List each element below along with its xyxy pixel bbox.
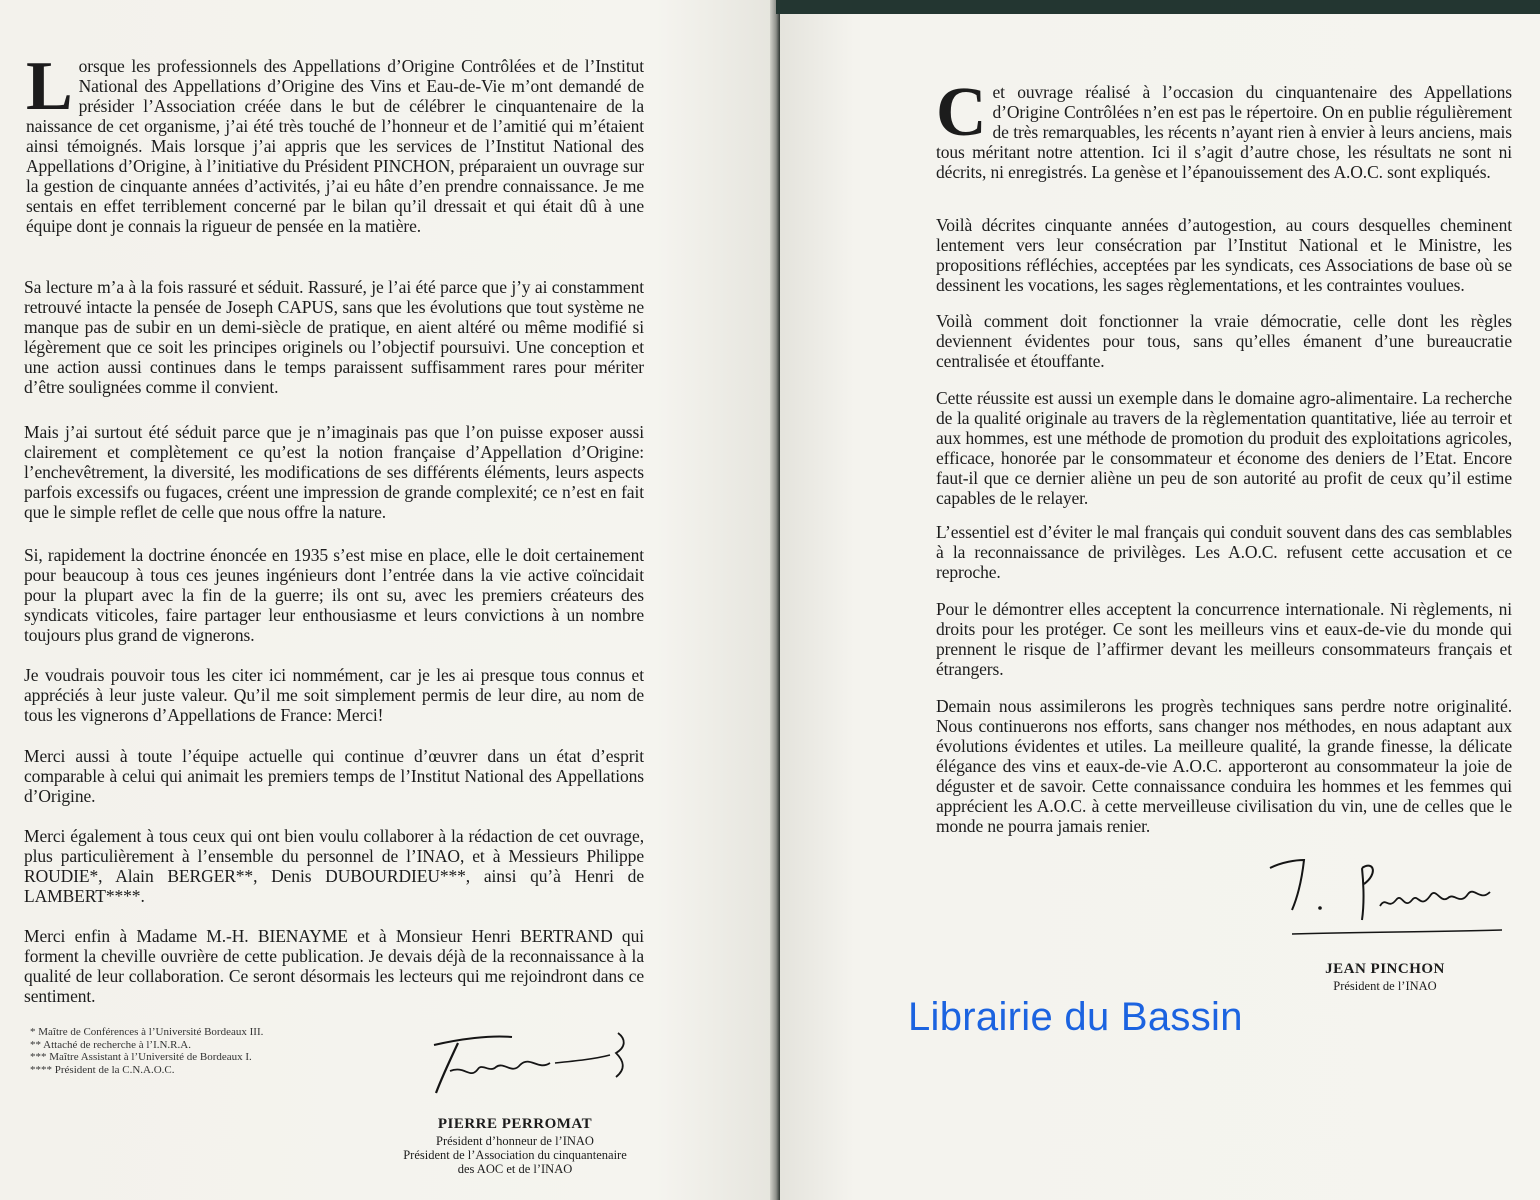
left-dropcap: L — [26, 48, 73, 125]
book-gutter — [770, 0, 780, 1200]
left-paragraph-7: Merci également à tous ceux qui ont bien voulu collaborer à la rédaction de cet ouvrage, plus particulièrement à l’ensemble du personnel de l’INAO, et à Messieurs Philippe ROUDIE*, Alain BERGER**, Denis DUBOURDIEU***, ainsi qu’à Henri de LAMBERT****. — [24, 826, 644, 906]
footnote: * Maître de Conférences à l’Université Bordeaux III. — [30, 1026, 264, 1038]
book-cover-edge — [776, 0, 1540, 14]
bookshop-watermark: Librairie du Bassin — [908, 995, 1243, 1039]
right-dropcap: C — [936, 74, 987, 151]
pinchon-signature — [1262, 848, 1512, 943]
footnote: **** Président de la C.N.A.O.C. — [30, 1063, 175, 1076]
left-paragraph-1: Lorsque les professionnels des Appellations d’Origine Contrôlées et de l’Institut National des Appellations d’Origine des Vins et Eau-de-Vie m’ont demandé de présider l’Association créée dans le but de célébrer le cinquantenaire de la naissance de cet organisme, j’ai été très touché de l’honneur et de l’amitié qui m’étaient ainsi témoignés. Mais lorsque j’ai appris que les services de l’Institut National des Appellations d’Origine, à l’initiative du Président PINCHON, préparaient un ouvrage sur la gestion de cinquante années d’activités, j’ai eu hâte d’en prendre connaissance. Je me sentais en effet terriblement concerné par le bilan qu’il dressait et qui était dû à une équipe dont je connais la rigueur de pensée en la matière. — [26, 48, 644, 236]
right-paragraph-4: Cette réussite est aussi un exemple dans le domaine agro-alimentaire. La recherche de la qualité originale au travers de la règlementation quantitative, liée au terroir et aux hommes, est une méthode de promotion du produit des exploitations agricoles, efficace, honorée par le consommateur et économe des deniers de l’Etat. Encore faut-il que ce dernier aliène un peu de son autorité au profit de ceux qu’il estime capables de le relayer. — [936, 388, 1512, 508]
footnotes — [30, 1026, 360, 1076]
right-paragraph-3: Voilà comment doit fonctionner la vraie démocratie, celle dont les règles deviennent évidentes pour tous, sans qu’elles émanent d’une bureaucratie centralisée et étouffante. — [936, 311, 1512, 371]
left-signatory-role: Président de l’Association du cinquantenaire — [403, 1148, 627, 1162]
right-paragraph-1: Cet ouvrage réalisé à l’occasion du cinquantenaire des Appellations d’Origine Contrôlées n’en est pas le répertoire. On en publie régulièrement de très remarquables, les récents n’ayant rien à envier à leurs anciens, mais tous méritant notre attention. Ici il s’agit d’autre chose, les résultats ne sont ni décrits, ni enregistrés. La genèse et l’épanouissement des A.O.C. sont expliqués. — [936, 74, 1512, 182]
footnote: ** Attaché de recherche à l’I.N.R.A. — [30, 1038, 191, 1051]
left-signatory-role: Président d’honneur de l’INAO — [436, 1134, 594, 1148]
right-signatory-name: JEAN PINCHON — [1325, 961, 1445, 977]
left-signatory-role: des AOC et de l’INAO — [457, 1162, 573, 1176]
left-paragraph-3: Mais j’ai surtout été séduit parce que je n’imaginais pas que l’on puisse exposer aussi clairement et complètement ce qu’est la notion française d’Appellation d’Origine: l’enchevêtrement, la diversité, les modifications de ses différents éléments, leurs aspects parfois excessifs ou fugaces, créent une impression de grande complexité; ce n’est en fait que le simple reflet de celle que nous offre la nature. — [24, 422, 644, 522]
left-paragraph-8: Merci enfin à Madame M.-H. BIENAYME et à Monsieur Henri BERTRAND qui forment la cheville ouvrière de cette publication. Je devais déjà de la reconnaissance à la qualité de leur collaboration. Ce seront désormais les lecteurs qui me rejoindront dans ce sentiment. — [24, 926, 644, 1006]
perromat-signature — [420, 1025, 650, 1100]
right-paragraph-2: Voilà décrites cinquante années d’autogestion, au cours desquelles cheminent lentement vers leur consécration par l’Institut National et le Ministre, les propositions réfléchies, acceptées par les syndicats, ces Associations de base où se dessinent les vocations, les sages règlementations, et les contraintes voulues. — [936, 215, 1512, 295]
right-paragraph-5: L’essentiel est d’éviter le mal français qui conduit souvent dans des cas semblables à la reconnaissance de privilèges. Les A.O.C. refusent cette accusation et ce reproche. — [936, 522, 1512, 582]
footnote: *** Maître Assistant à l’Université de Bordeaux I. — [30, 1051, 252, 1063]
left-paragraph-5: Je voudrais pouvoir tous les citer ici nommément, car je les ai presque tous connus et appréciés à leur juste valeur. Qu’il me soit simplement permis de leur dire, au nom de tous les vignerons d’Appellations de France: Merci! — [24, 665, 644, 725]
left-signatory-name: PIERRE PERROMAT — [437, 1116, 593, 1132]
left-paragraph-2: Sa lecture m’a à la fois rassuré et séduit. Rassuré, je l’ai été parce que j’y ai constamment retrouvé intacte la pensée de Joseph CAPUS, sans que les évolutions que tout système ne manque pas de subir en un demi-siècle de pratique, en aient altéré ou même modifié si légèrement que ce soit les principes originels ou l’objectif poursuivi. Une conception et une action aussi continues dans le temps paraissent suffisamment rares pour mériter d’être soulignées comme il convient. — [24, 277, 644, 397]
right-signatory-role: Président de l’INAO — [1333, 979, 1437, 993]
right-paragraph-6: Pour le démontrer elles acceptent la concurrence internationale. Ni règlements, ni droits pour les protéger. Ce sont les meilleurs vins et eaux-de-vie du monde qui prennent le risque de l’affirmer devant les meilleurs consommateurs français et étrangers. — [936, 599, 1512, 679]
right-paragraph-7: Demain nous assimilerons les progrès techniques sans perdre notre originalité. Nous continuerons nos efforts, sans changer nos méthodes, en nous adaptant aux évolutions évidentes et utiles. La meilleure qualité, la grande finesse, la délicate élégance des vins et eaux-de-vie A.O.C. apporteront au consommateur la joie de déguster et de savoir. Cette connaissance conduira les hommes et les femmes qui apprécient les A.O.C. à cette merveilleuse civilisation du vin, une de celles que le monde ne pourra jamais renier. — [936, 696, 1512, 836]
left-paragraph-6: Merci aussi à toute l’équipe actuelle qui continue d’œuvrer dans un état d’esprit comparable à celui qui animait les premiers temps de l’Institut National des Appellations d’Origine. — [24, 746, 644, 806]
left-paragraph-4: Si, rapidement la doctrine énoncée en 1935 s’est mise en place, elle le doit certainement pour beaucoup à tous ces jeunes ingénieurs dont l’entrée dans la vie active coïncidait pour la plupart avec la fin de la guerre; ils ont su, avec les premiers créateurs des syndicats viticoles, faire partager leur enthousiasme et leurs convictions à un nombre toujours plus grand de vignerons. — [24, 545, 644, 645]
